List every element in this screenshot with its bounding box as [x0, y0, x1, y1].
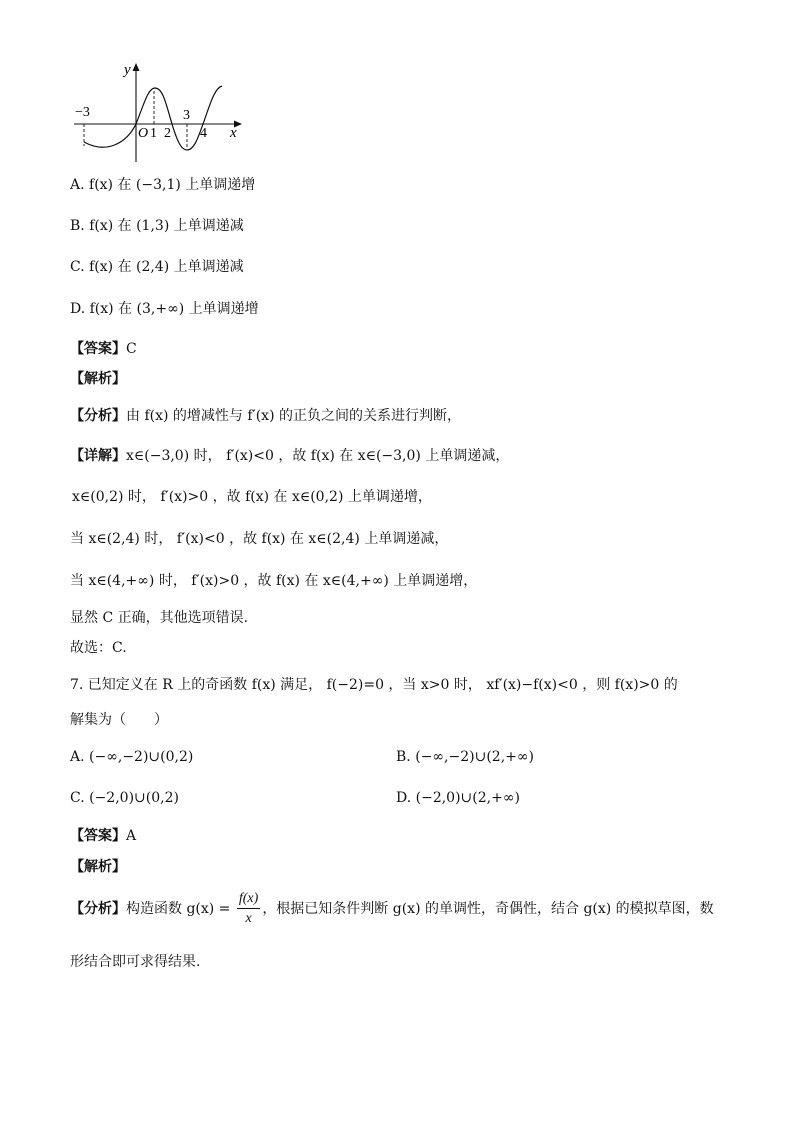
fraction-fx-over-x — [237, 892, 260, 926]
q6-detail-line4: 当 x∈(4,+∞) 时， f′(x)>0 ，故 f(x) 在 x∈(4,+∞) 上单调递增， — [70, 573, 478, 589]
q7-option-a: A. (−∞,−2)∪(0,2) — [70, 749, 194, 765]
q6-detail-line3: 当 x∈(2,4) 时， f′(x)<0 ，故 f(x) 在 x∈(2,4) 上单调递减， — [70, 531, 449, 547]
label-3: 3 — [183, 108, 190, 123]
q6-detail-line2: x∈(0,2) 时， f′(x)>0 ，故 f(x) 在 x∈(0,2) 上单调递增， — [72, 489, 432, 505]
fenxi-text: 由 f(x) 的增减性与 f′(x) 的正负之间的关系进行判断， — [126, 408, 461, 424]
q7-analysis-tag: 【解析】 — [70, 859, 126, 875]
q7-answer — [70, 829, 136, 843]
label-2: 2 — [164, 126, 171, 141]
label-1: 1 — [150, 126, 157, 141]
q6-analysis-tag: 【解析】 — [70, 371, 126, 387]
fraction-denominator: x — [245, 911, 252, 926]
q6-detail-line1 — [70, 449, 509, 463]
label-4: 4 — [200, 126, 207, 141]
y-axis-arrow — [133, 63, 140, 71]
q6-option-d: D. f(x) 在 (3,+∞) 上单调递增 — [70, 301, 259, 317]
q6-option-b: B. f(x) 在 (1,3) 上单调递减 — [70, 218, 244, 234]
label-origin: O — [138, 126, 149, 141]
detail-text: x∈(−3,0) 时， f′(x)<0 ，故 f(x) 在 x∈(−3,0) 上单调递减， — [126, 448, 510, 464]
q6-answer — [70, 342, 137, 356]
fraction-numerator: f(x) — [237, 892, 260, 909]
q7-fenxi-line2: 形结合即可求得结果. — [70, 954, 201, 970]
q6-detail-line6: 故选：C. — [70, 640, 127, 656]
derivative-graph-figure — [66, 58, 256, 168]
q6-detail-line5: 显然 C 正确，其他选项错误. — [70, 610, 249, 626]
q7-option-c: C. (−2,0)∪(0,2) — [70, 790, 179, 806]
fenxi-post: ，根据已知条件判断 g(x) 的单调性，奇偶性，结合 g(x) 的模拟草图，数 — [262, 901, 714, 917]
answer-tag: 【答案】 — [70, 828, 126, 844]
fenxi-tag: 【分析】 — [70, 408, 126, 424]
fenxi-pre: 构造函数 g(x) = — [126, 901, 235, 917]
q7-option-d: D. (−2,0)∪(2,+∞) — [396, 790, 520, 806]
label-neg3: −3 — [75, 105, 90, 120]
q7-stem-line2: 解集为（ ） — [70, 712, 168, 728]
answer-tag: 【答案】 — [70, 341, 126, 357]
xiangjie-tag: 【详解】 — [70, 448, 126, 464]
q6-option-c: C. f(x) 在 (2,4) 上单调递减 — [70, 259, 244, 275]
q7-option-b: B. (−∞,−2)∪(2,+∞) — [396, 749, 534, 765]
q6-option-a: A. f(x) 在 (−3,1) 上单调递增 — [70, 177, 256, 193]
label-y: y — [124, 62, 131, 78]
q7-fenxi — [70, 892, 714, 926]
label-x: x — [230, 125, 237, 141]
q6-fenxi — [70, 409, 461, 423]
answer-value: C — [126, 341, 137, 357]
q7-stem-line1: 7. 已知定义在 R 上的奇函数 f(x) 满足， f(−2)=0 ，当 x>0 时， xf′(x)−f(x)<0 ，则 f(x)>0 的 — [70, 677, 678, 693]
answer-value: A — [126, 828, 137, 844]
fenxi-tag: 【分析】 — [70, 901, 126, 917]
